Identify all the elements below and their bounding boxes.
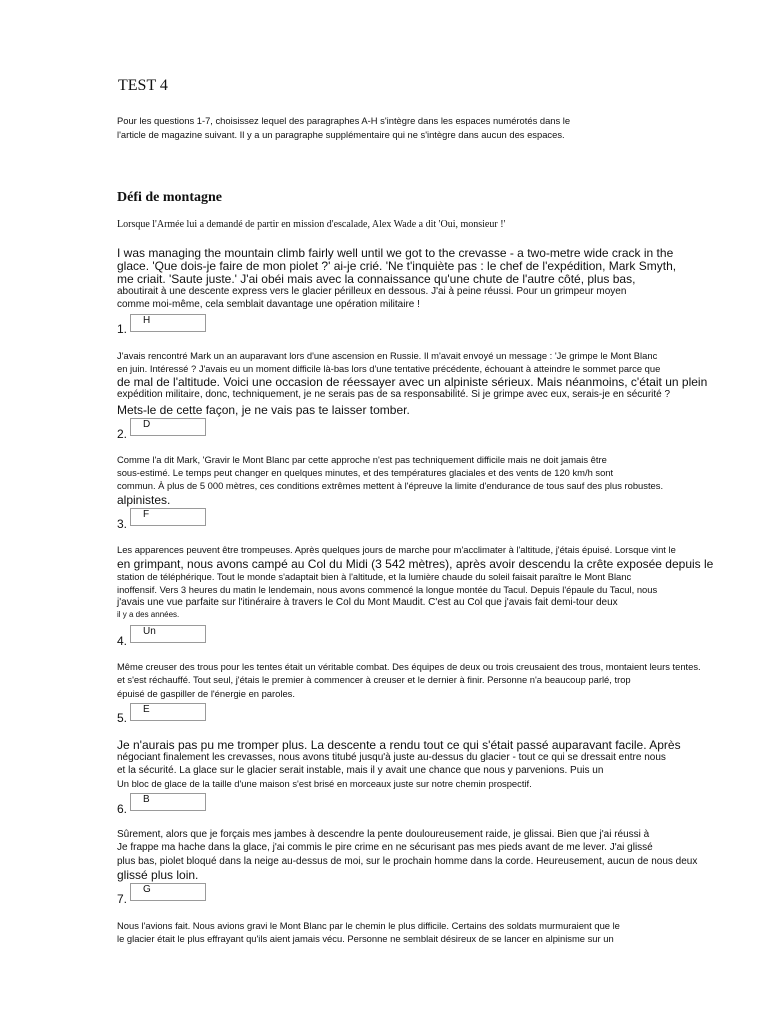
paragraph-line: en grimpant, nous avons campé au Col du Midi (3 542 mètres), après avoir descendu la crête exposée depuis le: [117, 557, 714, 571]
paragraph-line: comme moi-même, cela semblait davantage une opération militaire !: [117, 299, 420, 310]
paragraph-line: station de téléphérique. Tout le monde s'adaptait bien à l'altitude, et la lumière chaude du soleil faisait paraître le Mont Blanc: [117, 571, 632, 582]
instructions-line-1: Pour les questions 1-7, choisissez lequel des paragraphes A-H s'intègre dans les espaces numérotés dans le: [117, 115, 571, 126]
paragraph-line: Même creuser des trous pour les tentes était un véritable combat. Des équipes de deux ou trois creusaient des trous, montaient leurs tentes.: [117, 661, 701, 672]
paragraph-line: et s'est réchauffé. Tout seul, j'étais le premier à commencer à creuser et le dernier à finir. Personne n'a beaucoup parlé, trop: [117, 674, 631, 685]
paragraph-line: glace. 'Que dois-je faire de mon piolet ?' ai-je crié. 'Ne t'inquiète pas : le chef de l'expédition, Mark Smyth,: [117, 259, 677, 273]
paragraph-line: en juin. Intéressé ? J'avais eu un moment difficile là-bas lors d'une tentative précédente, échouant à atteindre le sommet parce que: [117, 363, 661, 374]
answer-field-2[interactable]: [130, 418, 206, 436]
paragraph-line: Les apparences peuvent être trompeuses. Après quelques jours de marche pour m'acclimater à l'altitude, j'étais épuisé. Lorsque vint le: [117, 544, 676, 555]
answer-value: H: [143, 315, 151, 326]
answer-value: G: [143, 884, 151, 895]
paragraph-line: épuisé de gaspiller de l'énergie en paroles.: [117, 688, 295, 699]
answer-field-5[interactable]: [130, 703, 206, 721]
gap-number: 5.: [117, 711, 128, 725]
paragraph-line: Un bloc de glace de la taille d'une maison s'est brisé en morceaux juste sur notre chemin prospectif.: [117, 778, 532, 789]
paragraph-line: Comme l'a dit Mark, 'Gravir le Mont Blanc par cette approche n'est pas techniquement difficile mais ne doit jamais être: [117, 454, 607, 465]
paragraph-line: me criait. 'Saute juste.' J'ai obéi mais avec la connaissance qu'une chute de l'autre côté, plus bas,: [117, 272, 636, 286]
paragraph-line: inoffensif. Vers 3 heures du matin le lendemain, nous avons commencé la longue montée du Tacul. Depuis l'épaule du Tacul, nous: [117, 584, 658, 595]
paragraph-line: sous-estimé. Le temps peut changer en quelques minutes, et des températures glaciales et des vents de 120 km/h sont: [117, 467, 614, 478]
paragraph-line: J'avais rencontré Mark un an auparavant lors d'une ascension en Russie. Il m'avait envoyé un message : 'Je grimpe le Mont Blanc: [117, 350, 658, 361]
answer-field-7[interactable]: [130, 883, 206, 901]
answer-value: E: [143, 704, 150, 715]
test-title: TEST 4: [118, 77, 168, 94]
paragraph-line: Nous l'avions fait. Nous avions gravi le Mont Blanc par le chemin le plus difficile. Certains des soldats murmuraient que le: [117, 920, 620, 931]
answer-value: D: [143, 419, 151, 430]
paragraph-line: Je n'aurais pas pu me tromper plus. La descente a rendu tout ce qui s'était passé auparavant facile. Après: [117, 738, 681, 752]
paragraph-line: et la sécurité. La glace sur le glacier serait instable, mais il y avait une chance que nous y parvenions. Puis un: [117, 765, 604, 776]
answer-field-6[interactable]: [130, 793, 206, 811]
paragraph-line: négociant finalement les crevasses, nous avons titubé jusqu'à juste au-dessus du glacier - tout ce qui se dressait entre nous: [117, 752, 666, 763]
paragraph-line: j'avais une vue parfaite sur l'itinéraire à travers le Col du Mont Maudit. C'est au Col que j'avais fait demi-tour deux: [117, 597, 618, 608]
paragraph-line: plus bas, piolet bloqué dans la neige au-dessus de moi, sur le prochain homme dans la corde. Heureusement, aucun de nous deux: [117, 856, 698, 867]
gap-number: 1.: [117, 322, 128, 336]
paragraph-line: Sûrement, alors que je forçais mes jambes à descendre la pente douloureusement raide, je glissai. Bien que j'ai réussi à: [117, 829, 650, 840]
paragraph-line: glissé plus loin.: [117, 868, 199, 882]
answer-field-1[interactable]: [130, 314, 206, 332]
paragraph-line: I was managing the mountain climb fairly well until we got to the crevasse - a two-metre wide crack in the: [117, 246, 674, 260]
answer-value: F: [143, 509, 150, 520]
answer-value: Un: [143, 626, 156, 637]
instructions-line-2: l'article de magazine suivant. Il y a un paragraphe supplémentaire qui ne s'intègre dans aucun des espaces.: [117, 129, 565, 140]
gap-number: 6.: [117, 802, 128, 816]
answer-field-4[interactable]: [130, 625, 206, 643]
answer-field-3[interactable]: [130, 508, 206, 526]
paragraph-line: aboutirait à une descente express vers le glacier périlleux en dessous. J'ai à peine réussi. Pour un grimpeur moyen: [117, 286, 627, 297]
gap-number: 2.: [117, 427, 128, 441]
paragraph-line: expédition militaire, donc, techniquement, je ne serais pas de sa responsabilité. Si je grimpe avec eux, serais-je en sécurité ?: [117, 389, 671, 400]
paragraph-line: Mets-le de cette façon, je ne vais pas te laisser tomber.: [117, 403, 410, 417]
paragraph-line: Je frappe ma hache dans la glace, j'ai commis le pire crime en ne sécurisant pas mes pieds avant de me lever. J'ai glissé: [117, 842, 653, 853]
gap-number: 3.: [117, 517, 128, 531]
paragraph-line: alpinistes.: [117, 493, 171, 507]
gap-number: 4.: [117, 634, 128, 648]
answer-value: B: [143, 794, 150, 805]
paragraph-line: commun. À plus de 5 000 mètres, ces conditions extrêmes mettent à l'épreuve la limite d'endurance de tous sauf des plus robustes.: [117, 480, 664, 491]
paragraph-line: il y a des années.: [117, 610, 180, 619]
gap-number: 7.: [117, 892, 128, 906]
paragraph-line: de mal de l'altitude. Voici une occasion de réessayer avec un alpiniste sérieux. Mais néanmoins, c'était un plein: [117, 375, 708, 389]
article-subtitle: Lorsque l'Armée lui a demandé de partir en mission d'escalade, Alex Wade a dit 'Oui, monsieur !': [117, 219, 506, 230]
article-title: Défi de montagne: [117, 190, 222, 205]
paragraph-line: le glacier était le plus effrayant qu'ils aient jamais vécu. Personne ne semblait désireux de se lancer en alpinisme sur un: [117, 933, 614, 944]
